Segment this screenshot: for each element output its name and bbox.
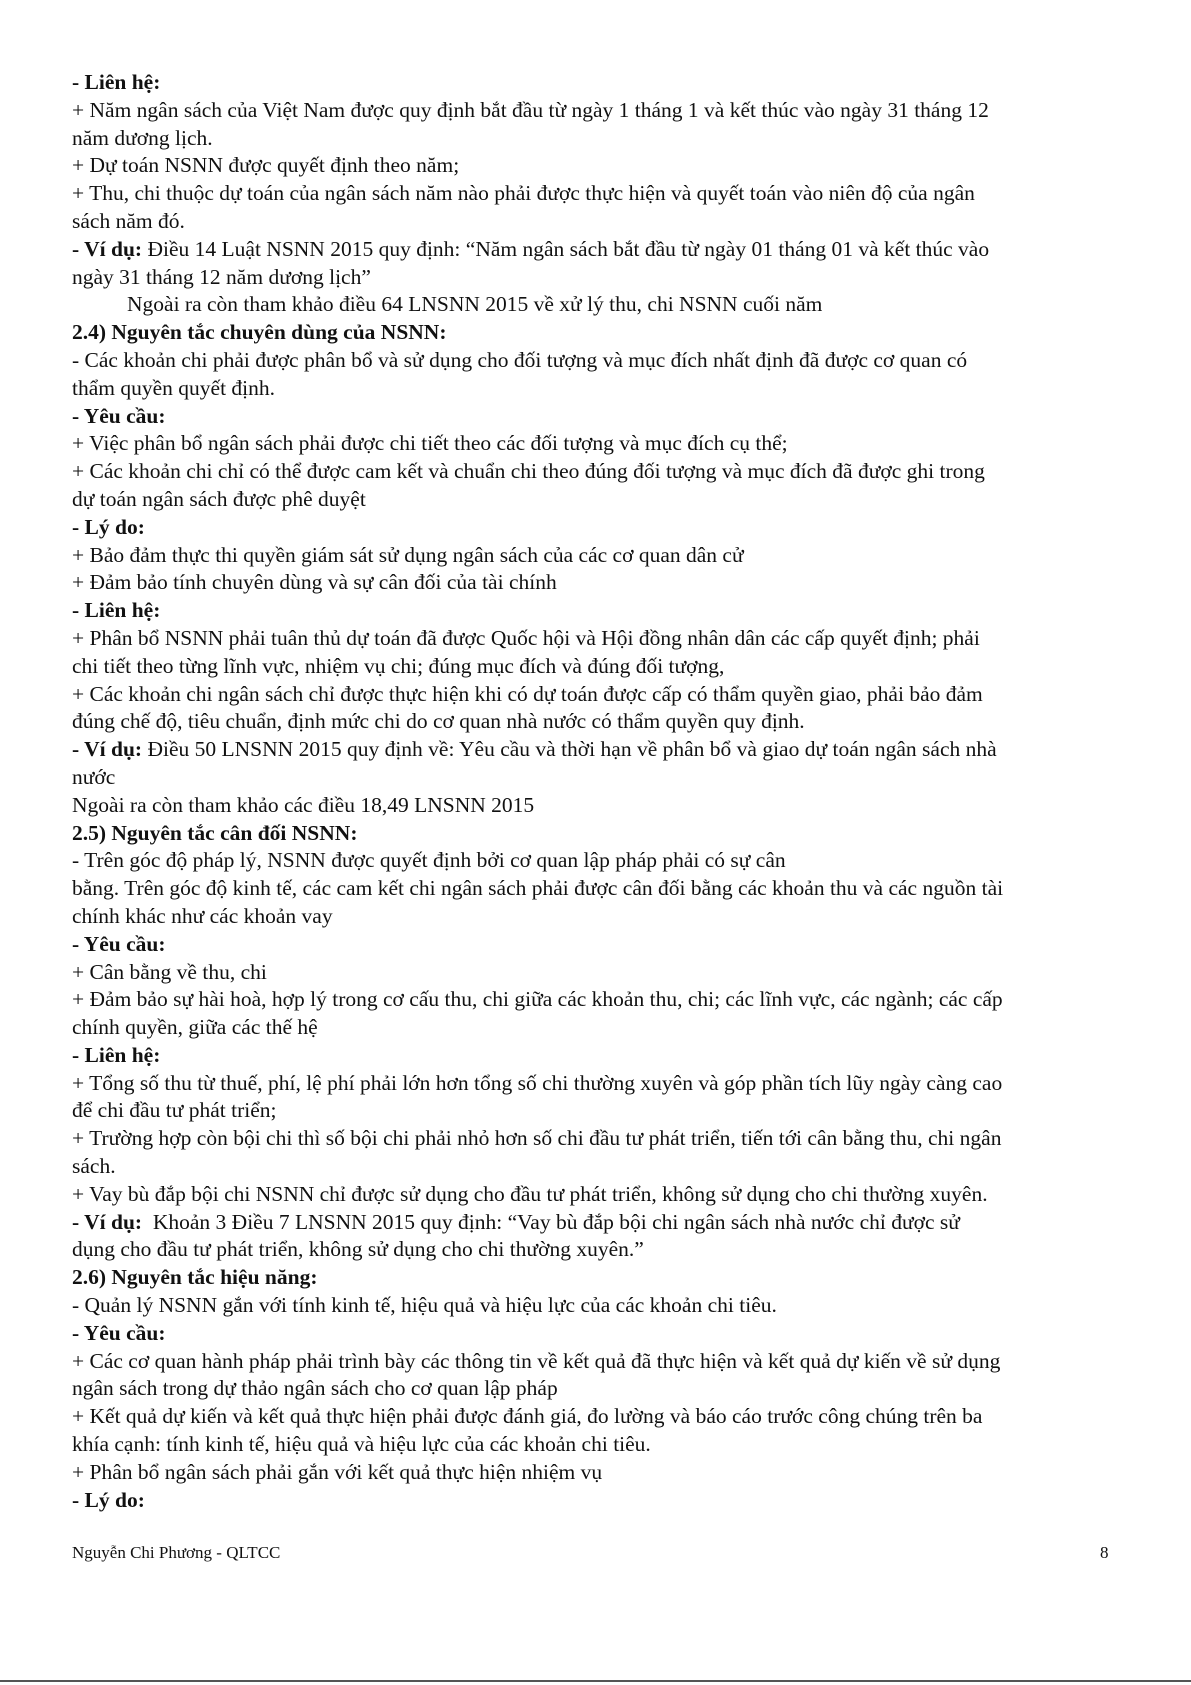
text-line: [72, 931, 1122, 959]
line-text: + Năm ngân sách của Việt Nam được quy định bắt đầu từ ngày 1 tháng 1 và kết thúc vào ngày 31 tháng 12: [72, 97, 989, 122]
text-line: [72, 1431, 1122, 1459]
page-bottom-rule: [0, 1680, 1191, 1682]
text-line: [72, 486, 1122, 514]
line-label: - Yêu cầu:: [72, 1320, 166, 1345]
text-line: [72, 681, 1122, 709]
text-line: [72, 1014, 1122, 1042]
line-text: + Phân bổ ngân sách phải gắn với kết quả thực hiện nhiệm vụ: [72, 1459, 603, 1484]
text-line: [72, 1070, 1122, 1098]
text-line: [72, 569, 1122, 597]
line-text: sách năm đó.: [72, 208, 185, 233]
line-label: 2.4) Nguyên tắc chuyên dùng của NSNN:: [72, 320, 447, 345]
line-text: + Các khoản chi chỉ có thể được cam kết và chuẩn chi theo đúng đối tượng và mục đích đã được ghi trong: [72, 459, 985, 484]
text-line: [72, 125, 1122, 153]
text-line: [72, 542, 1122, 570]
text-line: [72, 458, 1122, 486]
line-text: bằng. Trên góc độ kinh tế, các cam kết chi ngân sách phải được cân đối bằng các khoản thu và các nguồn tài: [72, 876, 1004, 901]
line-label: - Lý do:: [72, 1487, 145, 1512]
text-line: [72, 152, 1122, 180]
line-label: 2.6) Nguyên tắc hiệu năng:: [72, 1265, 318, 1290]
line-text: dự toán ngân sách được phê duyệt: [72, 486, 366, 511]
line-label: - Ví dụ:: [72, 737, 143, 762]
line-text: đúng chế độ, tiêu chuẩn, định mức chi do cơ quan nhà nước có thẩm quyền quy định.: [72, 709, 805, 734]
line-text: Khoản 3 Điều 7 LNSNN 2015 quy định: “Vay bù đắp bội chi ngân sách nhà nước chỉ được sử: [142, 1209, 960, 1234]
line-text: để chi đầu tư phát triển;: [72, 1098, 277, 1123]
line-label: 2.5) Nguyên tắc cân đối NSNN:: [72, 820, 358, 845]
line-label: - Lý do:: [72, 514, 145, 539]
text-line: [72, 319, 1122, 347]
line-text: + Các cơ quan hành pháp phải trình bày các thông tin về kết quả đã thực hiện và kết quả dự kiến về sử dụng: [72, 1348, 1001, 1373]
text-line: [72, 1153, 1122, 1181]
text-line: [72, 208, 1122, 236]
text-line: [72, 736, 1122, 764]
text-line: [72, 847, 1122, 875]
line-text: năm dương lịch.: [72, 125, 213, 150]
line-text: + Bảo đảm thực thi quyền giám sát sử dụng ngân sách của các cơ quan dân cử: [72, 542, 744, 567]
text-line: [72, 875, 1122, 903]
line-text: + Cân bằng về thu, chi: [72, 959, 267, 984]
text-line: [72, 1348, 1122, 1376]
text-line: [72, 264, 1122, 292]
text-line: [72, 792, 1122, 820]
line-label: - Yêu cầu:: [72, 403, 166, 428]
text-line: [72, 403, 1122, 431]
text-line: [72, 1125, 1122, 1153]
line-text: Ngoài ra còn tham khảo các điều 18,49 LNSNN 2015: [72, 792, 535, 817]
line-text: thẩm quyền quyết định.: [72, 375, 276, 400]
text-line: [72, 625, 1122, 653]
text-line: [72, 375, 1122, 403]
text-line: [72, 1375, 1122, 1403]
text-line: [72, 69, 1122, 97]
line-text: + Thu, chi thuộc dự toán của ngân sách năm nào phải được thực hiện và quyết toán vào niên độ của ngân: [72, 181, 975, 206]
line-label: - Ví dụ:: [72, 1209, 143, 1234]
text-line: [72, 1042, 1122, 1070]
line-text: chính quyền, giữa các thế hệ: [72, 1015, 318, 1040]
text-line: [72, 1320, 1122, 1348]
text-line: [72, 1459, 1122, 1487]
page-number: 8: [1100, 1543, 1109, 1562]
text-line: [72, 1209, 1122, 1237]
line-text: + Việc phân bổ ngân sách phải được chi tiết theo các đối tượng và mục đích cụ thể;: [72, 431, 788, 456]
text-line: [72, 347, 1122, 375]
line-text: khía cạnh: tính kinh tế, hiệu quả và hiệu lực của các khoản chi tiêu.: [72, 1432, 651, 1457]
line-text: Ngoài ra còn tham khảo điều 64 LNSNN 2015 về xử lý thu, chi NSNN cuối năm: [127, 292, 823, 317]
line-label: - Liên hệ:: [72, 598, 161, 623]
text-line: [72, 236, 1122, 264]
document-body: [72, 69, 1122, 1514]
line-label: - Ví dụ:: [72, 236, 143, 261]
text-line: [72, 1403, 1122, 1431]
line-text: + Đảm bảo sự hài hoà, hợp lý trong cơ cấu thu, chi giữa các khoản thu, chi; các lĩnh vực, các ngành; các cấp: [72, 987, 1003, 1012]
text-line: [72, 1236, 1122, 1264]
line-text: + Dự toán NSNN được quyết định theo năm;: [72, 153, 460, 178]
text-line: [72, 959, 1122, 987]
text-line: [72, 180, 1122, 208]
text-line: [72, 597, 1122, 625]
text-line: [72, 764, 1122, 792]
line-label: - Yêu cầu:: [72, 931, 166, 956]
text-line: [72, 708, 1122, 736]
line-text: ngân sách trong dự thảo ngân sách cho cơ quan lập pháp: [72, 1376, 558, 1401]
line-text: Điều 14 Luật NSNN 2015 quy định: “Năm ngân sách bắt đầu từ ngày 01 tháng 01 và kết thúc vào: [142, 236, 990, 261]
text-line: [72, 514, 1122, 542]
line-text: + Đảm bảo tính chuyên dùng và sự cân đối của tài chính: [72, 570, 557, 595]
text-line: [72, 1264, 1122, 1292]
line-text: - Các khoản chi phải được phân bổ và sử dụng cho đối tượng và mục đích nhất định đã được cơ quan có: [72, 347, 968, 372]
line-text: dụng cho đầu tư phát triển, không sử dụng cho chi thường xuyên.”: [72, 1237, 644, 1262]
text-line: [72, 986, 1122, 1014]
text-line: [72, 97, 1122, 125]
line-text: - Trên góc độ pháp lý, NSNN được quyết định bởi cơ quan lập pháp phải có sự cân: [72, 848, 786, 873]
line-text: sách.: [72, 1154, 116, 1179]
text-line: [72, 1487, 1122, 1515]
line-text: + Trường hợp còn bội chi thì số bội chi phải nhỏ hơn số chi đầu tư phát triển, tiến tới cân bằng thu, chi ngân: [72, 1126, 1002, 1151]
text-line: [72, 291, 1122, 319]
line-text: + Tổng số thu từ thuế, phí, lệ phí phải lớn hơn tổng số chi thường xuyên và góp phần tích lũy ngày càng cao: [72, 1070, 1003, 1095]
line-text: - Quản lý NSNN gắn với tính kinh tế, hiệu quả và hiệu lực của các khoản chi tiêu.: [72, 1293, 777, 1318]
line-text: + Phân bổ NSNN phải tuân thủ dự toán đã được Quốc hội và Hội đồng nhân dân các cấp quyết định; phải: [72, 625, 980, 650]
text-line: [72, 1181, 1122, 1209]
line-text: Điều 50 LNSNN 2015 quy định về: Yêu cầu và thời hạn về phân bổ và giao dự toán ngân sách nhà: [142, 737, 997, 762]
line-text: + Các khoản chi ngân sách chỉ được thực hiện khi có dự toán được cấp có thẩm quyền giao, phải bảo đảm: [72, 681, 983, 706]
line-text: ngày 31 tháng 12 năm dương lịch”: [72, 264, 371, 289]
line-text: chính khác như các khoản vay: [72, 903, 333, 928]
footer-author: Nguyễn Chi Phương - QLTCC: [72, 1543, 281, 1562]
line-label: - Liên hệ:: [72, 1042, 161, 1067]
line-text: chi tiết theo từng lĩnh vực, nhiệm vụ chi; đúng mục đích và đúng đối tượng,: [72, 653, 725, 678]
text-line: [72, 903, 1122, 931]
line-text: nước: [72, 764, 116, 789]
text-line: [72, 653, 1122, 681]
text-line: [72, 1097, 1122, 1125]
text-line: [72, 820, 1122, 848]
line-label: - Liên hệ:: [72, 70, 161, 94]
line-text: + Vay bù đắp bội chi NSNN chỉ được sử dụng cho đầu tư phát triển, không sử dụng cho chi thường xuyên.: [72, 1181, 988, 1206]
text-line: [72, 1292, 1122, 1320]
text-line: [72, 430, 1122, 458]
line-text: + Kết quả dự kiến và kết quả thực hiện phải được đánh giá, đo lường và báo cáo trước công chúng trên ba: [72, 1404, 983, 1429]
